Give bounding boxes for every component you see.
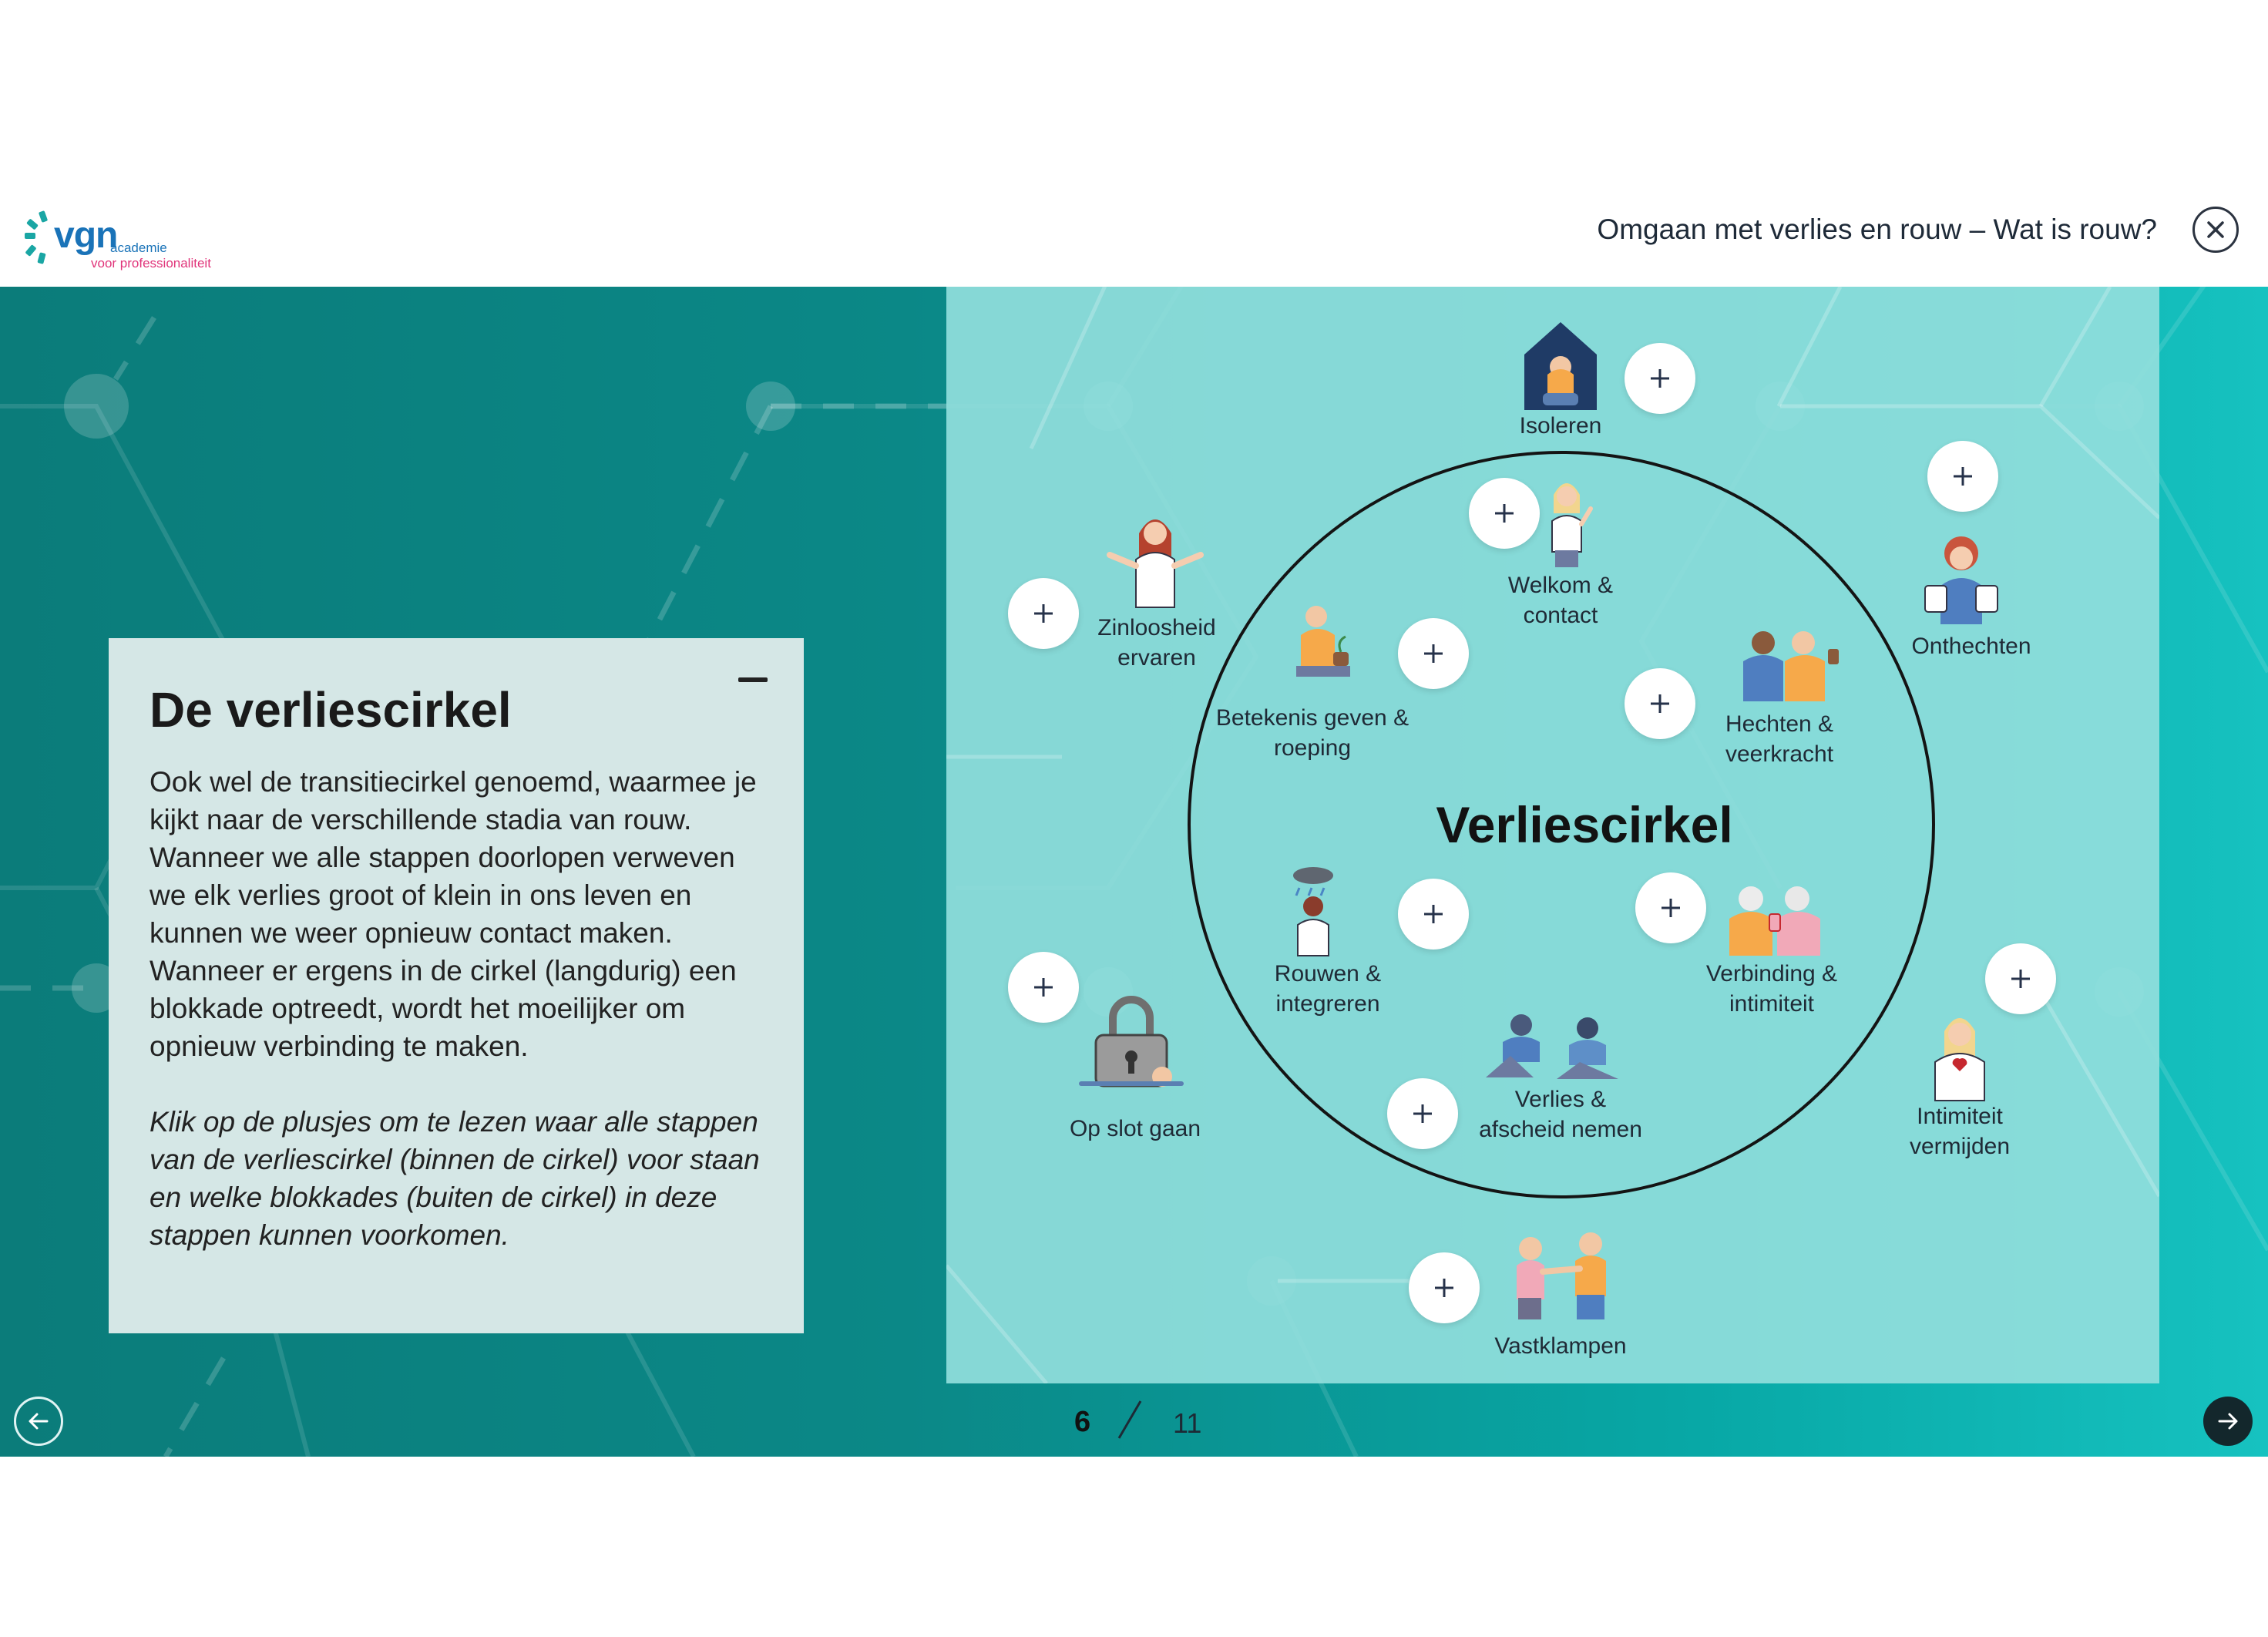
minus-icon bbox=[738, 677, 768, 682]
isoleren-illustration bbox=[1520, 318, 1601, 413]
onthechten-illustration bbox=[1917, 532, 2005, 627]
plus-button-verbinding-intimiteit[interactable] bbox=[1635, 872, 1706, 943]
plus-button-verlies-afscheid[interactable] bbox=[1387, 1078, 1458, 1149]
arrow-left-icon bbox=[25, 1408, 52, 1434]
slide-pager bbox=[1063, 1397, 1218, 1443]
plus-icon bbox=[1031, 975, 1056, 1000]
info-card bbox=[109, 638, 804, 1333]
label-hechten-veerkracht: Hechten & veerkracht bbox=[1725, 711, 1834, 767]
logo-subtitle-2: voor professionaliteit bbox=[91, 256, 211, 271]
collapse-button[interactable] bbox=[738, 672, 768, 687]
close-icon bbox=[2206, 220, 2226, 240]
arrow-right-icon bbox=[2215, 1408, 2241, 1434]
label-verlies-afscheid: Verlies & afscheid nemen bbox=[1479, 1087, 1642, 1142]
logo-brand: vgn bbox=[54, 215, 118, 256]
label-vastklampen: Vastklampen bbox=[1494, 1333, 1627, 1359]
plus-icon bbox=[1410, 1101, 1435, 1126]
page-separator-icon bbox=[1107, 1397, 1153, 1443]
rouwen-integreren-illustration bbox=[1289, 866, 1342, 957]
plus-button-vastklampen[interactable] bbox=[1409, 1252, 1480, 1323]
plus-icon bbox=[1421, 902, 1446, 926]
plus-icon bbox=[1492, 501, 1517, 526]
logo-mark-icon bbox=[23, 207, 54, 273]
verliescirkel-diagram bbox=[946, 287, 2159, 1383]
center-title: Verliescirkel bbox=[1436, 796, 1733, 853]
course-title: Omgaan met verlies en rouw – Wat is rouw? bbox=[1597, 213, 2157, 245]
welkom-contact-illustration bbox=[1540, 478, 1594, 569]
plus-button-isoleren[interactable] bbox=[1625, 343, 1695, 414]
plus-button-intimiteit-vermijden[interactable] bbox=[1985, 943, 2056, 1014]
plus-button-rouwen-integreren[interactable] bbox=[1398, 879, 1469, 950]
plus-icon bbox=[1648, 366, 1672, 391]
vgn-logo bbox=[23, 207, 239, 273]
zinloosheid-ervaren-illustration bbox=[1100, 510, 1210, 610]
plus-icon bbox=[1950, 464, 1975, 489]
verbinding-intimiteit-illustration bbox=[1717, 880, 1833, 957]
label-onthechten: Onthechten bbox=[1911, 634, 2031, 659]
label-intimiteit-vermijden: Intimiteit vermijden bbox=[1909, 1104, 2011, 1159]
logo-subtitle-1: academie bbox=[110, 240, 167, 255]
label-welkom-contact: Welkom & contact bbox=[1507, 573, 1614, 628]
hechten-veerkracht-illustration bbox=[1726, 626, 1842, 703]
close-button[interactable] bbox=[2192, 207, 2239, 253]
vastklampen-illustration bbox=[1500, 1225, 1623, 1321]
plus-button-op-slot-gaan[interactable] bbox=[1008, 952, 1079, 1023]
label-betekenis-roeping: Betekenis geven & roeping bbox=[1215, 705, 1410, 761]
plus-button-welkom-contact[interactable] bbox=[1469, 478, 1540, 549]
top-bar bbox=[0, 193, 2268, 287]
previous-slide-button[interactable] bbox=[14, 1397, 63, 1446]
total-pages: 11 bbox=[1173, 1407, 1202, 1439]
plus-icon bbox=[1421, 641, 1446, 666]
label-verbinding-intimiteit: Verbinding & intimiteit bbox=[1705, 961, 1838, 1017]
plus-icon bbox=[2008, 966, 2033, 991]
label-isoleren: Isoleren bbox=[1519, 413, 1602, 439]
betekenis-roeping-illustration bbox=[1285, 601, 1362, 692]
label-zinloosheid-ervaren: Zinloosheid ervaren bbox=[1097, 615, 1216, 671]
plus-icon bbox=[1658, 896, 1683, 920]
card-body-text: Ook wel de transitiecirkel genoemd, waarmee je kijkt naar de verschillende stadia van rouw. Wanneer we alle stappen doorlopen verweven we elk verlies groot of klein in ons leven en kunnen we weer opnieuw contact maken. Wanneer er ergens in de cirkel (langdurig) een blokkade optreedt, wordt het moeilijker om opnieuw verbinding te maken. bbox=[150, 766, 757, 1063]
intimiteit-vermijden-illustration bbox=[1921, 1008, 1998, 1104]
plus-button-betekenis-roeping[interactable] bbox=[1398, 618, 1469, 689]
slide-stage bbox=[0, 287, 2268, 1457]
current-page: 6 bbox=[1074, 1406, 1091, 1438]
next-slide-button[interactable] bbox=[2203, 1397, 2253, 1446]
plus-icon bbox=[1432, 1276, 1457, 1300]
card-instruction-text: Klik op de plusjes om te lezen waar alle stappen van de verliescirkel (binnen de cirkel) voor staan en welke blokkades (buiten de cirkel) in deze stappen kunnen voorkomen. bbox=[150, 1106, 760, 1252]
plus-button-onthechten[interactable] bbox=[1927, 441, 1998, 512]
label-op-slot-gaan: Op slot gaan bbox=[1069, 1116, 1201, 1141]
label-rouwen-integreren: Rouwen & integreren bbox=[1274, 961, 1382, 1017]
card-title: De verliescirkel bbox=[150, 682, 512, 738]
verlies-afscheid-illustration bbox=[1480, 1008, 1626, 1081]
op-slot-gaan-illustration bbox=[1079, 992, 1184, 1092]
